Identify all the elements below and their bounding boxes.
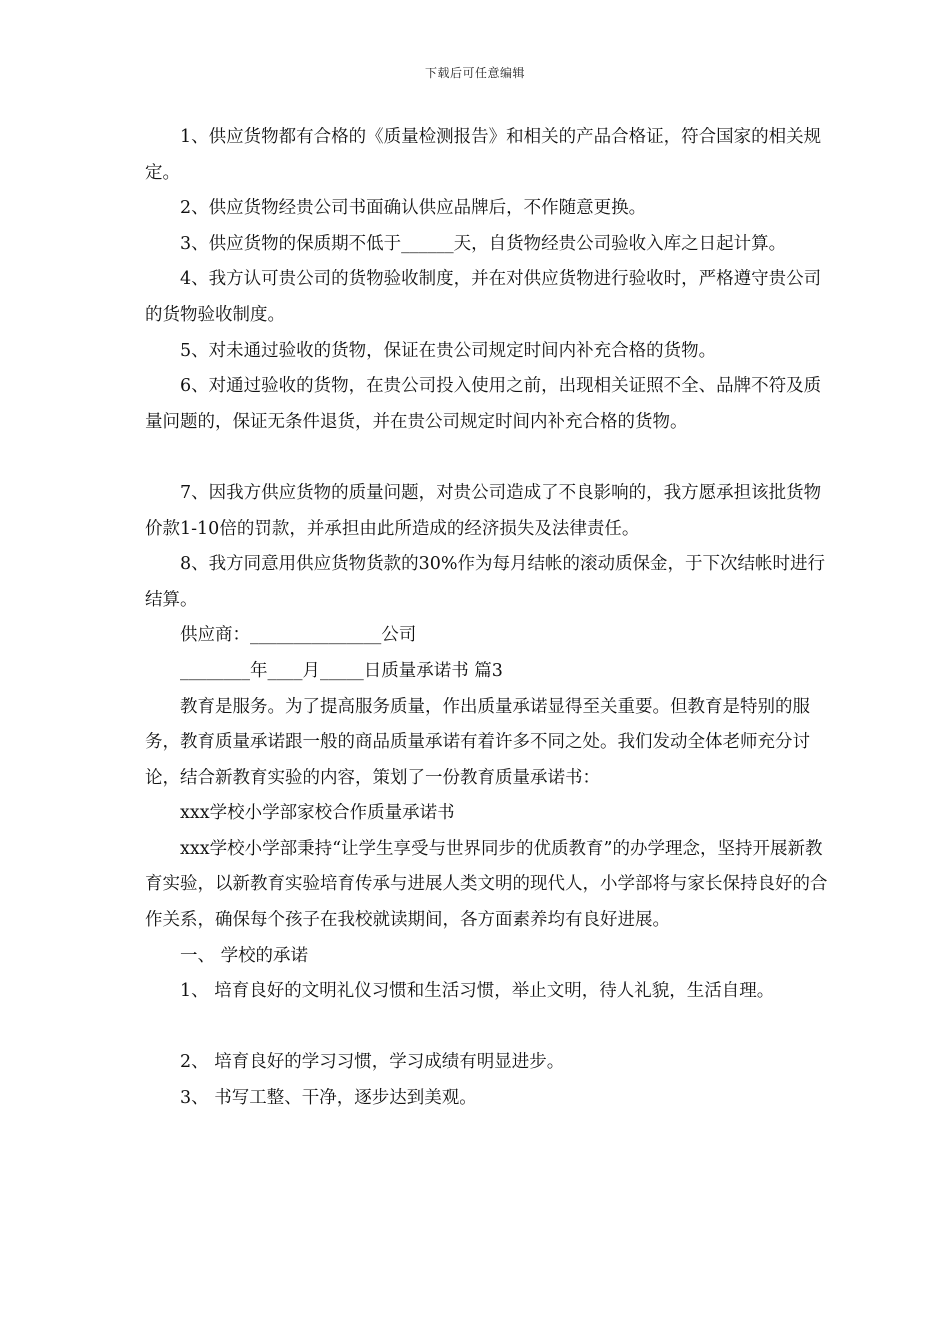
paragraph-7: 7、因我方供应货物的质量问题，对贵公司造成了不良影响的，我方愿承担该批货物价款1-10倍的罚款，并承担由此所造成的经济损失及法律责任。 <box>145 482 822 539</box>
paragraph-philosophy: xxx学校小学部秉持“让学生享受与世界同步的优质教育”的办学理念，坚持开展新教育实验，以新教育实验培育传承与进展人类文明的现代人，小学部将与家长保持良好的合作关系，确保每个孩子在我校就读期间，各方面素养均有良好进展。 <box>145 838 828 931</box>
paragraph-6: 6、对通过验收的货物，在贵公司投入使用之前，出现相关证照不全、品牌不符及质量问题的，保证无条件退货，并在贵公司规定时间内补充合格的货物。 <box>145 376 822 432</box>
section-title: xxx学校小学部家校合作质量承诺书 <box>180 803 455 824</box>
promise-item-2: 2、 培育良好的学习习惯，学习成绩有明显进步。 <box>180 1052 565 1073</box>
paragraph-intro: 教育是服务。为了提高服务质量，作出质量承诺显得至关重要。但教育是特别的服务，教育质量承诺跟一般的商品质量承诺有着许多不同之处。我们发动全体老师充分讨论，结合新教育实验的内容，策划了一份教育质量承诺书： <box>145 696 810 788</box>
paragraph-1: 1、供应货物都有合格的《质量检测报告》和相关的产品合格证，符合国家的相关规定。 <box>145 127 822 183</box>
promise-item-3: 3、 书写工整、干净，逐步达到美观。 <box>180 1088 477 1109</box>
paragraph-4: 4、我方认可贵公司的货物验收制度，并在对供应货物进行验收时，严格遵守贵公司的货物验收制度。 <box>145 269 822 325</box>
blank-line <box>145 1010 835 1046</box>
date-title-line: ________年____月_____日质量承诺书 篇3 <box>180 660 503 681</box>
page-header: 下载后可任意编辑 <box>424 66 525 80</box>
supplier-line: 供应商：_______________公司 <box>180 625 417 646</box>
paragraph-8: 8、我方同意用供应货物货款的30%作为每月结帐的滚动质保金，于下次结帐时进行结算。 <box>145 554 826 610</box>
paragraph-2: 2、供应货物经贵公司书面确认供应品牌后，不作随意更换。 <box>180 198 647 219</box>
promise-item-1: 1、 培育良好的文明礼仪习惯和生活习惯，举止文明，待人礼貌，生活自理。 <box>180 981 775 1002</box>
paragraph-5: 5、对未通过验收的货物，保证在贵公司规定时间内补充合格的货物。 <box>180 340 717 361</box>
paragraph-3: 3、供应货物的保质期不低于______天，自货物经贵公司验收入库之日起计算。 <box>180 233 787 254</box>
document-body <box>145 120 835 1117</box>
blank-line <box>145 440 835 476</box>
heading-school-promise: 一、 学校的承诺 <box>180 945 309 966</box>
